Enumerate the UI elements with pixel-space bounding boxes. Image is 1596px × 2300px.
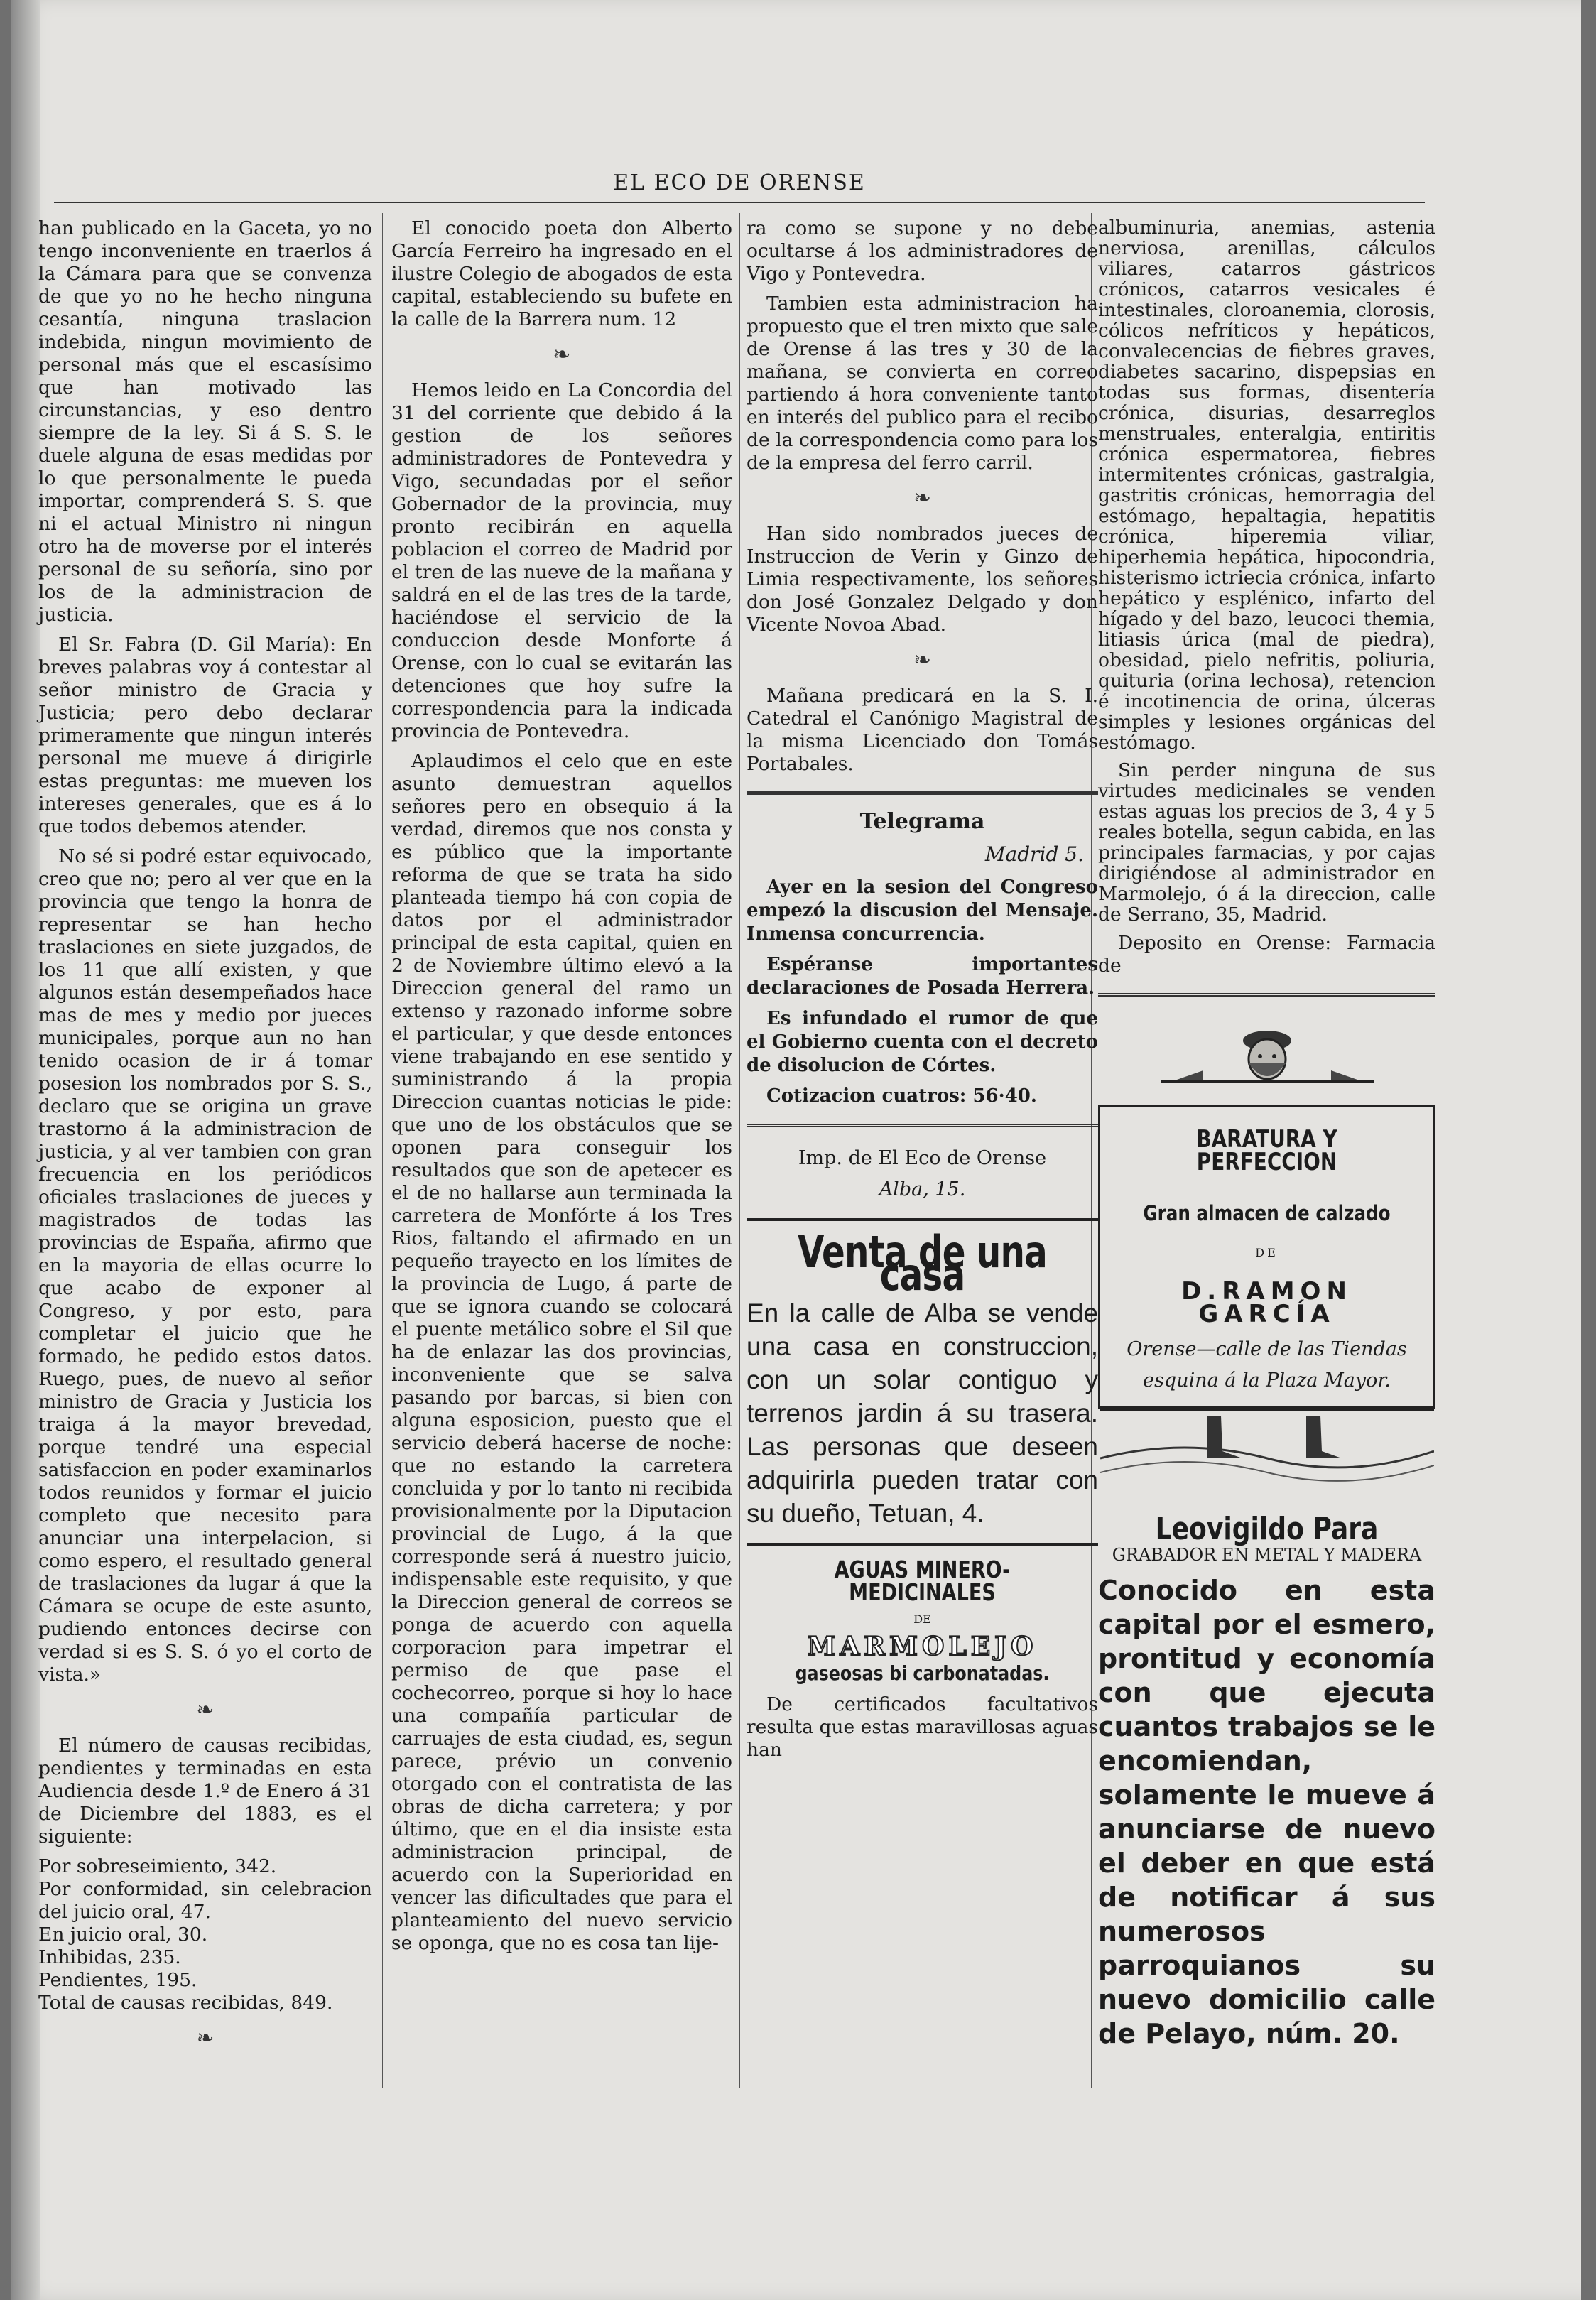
telegram-line: Cotizacion cuatros: 56·40. <box>766 1085 1037 1107</box>
list-item: En juicio oral, 30. <box>38 1924 208 1946</box>
venta-title: Venta de una casa <box>798 1226 1047 1301</box>
ad-name: D.RAMON GARCÍA <box>1181 1277 1352 1328</box>
paragraph: Mañana predicará en la S. I. Catedral el Canónigo Magistral de la misma Licenciado don Tomás Portabales. <box>747 685 1098 775</box>
paragraph: El Sr. Fabra (D. Gil María): En breves palabras voy á contestar al señor ministro de Gracia y Justicia; pero debo declarar primeramente que ningun interés personal me mueve á dirigirle estas preguntas: me mueven los intereses generales, que es á lo que todos debemos atender. <box>38 634 372 837</box>
paragraph: Han sido nombrados jueces de Instruccion de Verin y Ginzo de Limia respectivamente, los señores don José Gonzalez Delgado y don Vicente Novoa Abad. <box>747 523 1098 636</box>
paragraph: han publicado en la Gaceta, yo no tengo inconveniente en traerlos á la Cámara para que se convenza de que yo no he hecho ninguna cesantía, ninguna traslacion indebida, ningun movimiento de personal más que el escasísimo que han motivado las circunstancias, y eso dentro siempre de la ley. Si á S. S. le duele alguna de esas medidas por lo que personalmente le pueda importar, comprenderá S. S. que ni el actual Ministro ni ningun otro ha de moverse por el interés personal de su señoría, sino por los de la administracion de justicia. <box>38 217 372 626</box>
venta-text: En la calle de Alba se vende una casa en construccion, con un solar contiguo y terrenos jardin á su trasera. Las personas que deseen adquirirla pueden tratar con su dueño, Tetuan, 4. <box>747 1298 1098 1528</box>
list-item: Por sobreseimiento, 342. <box>38 1855 277 1877</box>
list-item: Pendientes, 195. <box>38 1969 197 1991</box>
boots-illustration-icon <box>1100 1409 1434 1501</box>
ornament-icon: ❧ <box>553 342 571 367</box>
paragraph: Deposito en Orense: Farmacia de <box>1098 932 1435 977</box>
section-rule <box>747 1124 1098 1127</box>
telegram-line: Es infundado el rumor de que el Gobierno cuenta con el decreto de disolucion de Córtes. <box>747 1008 1098 1076</box>
imprint-line: Alba, 15. <box>879 1178 966 1200</box>
imprint-line: Imp. de El Eco de Orense <box>798 1147 1047 1169</box>
ad-line: Gran almacen de calzado <box>1143 1201 1391 1225</box>
leovigildo-text: Conocido en esta capital por el esmero, prontitud y economía con que ejecuta cuantos trabajos se le encomiendan, solamente le mueve á anunciarse de nuevo el deber en que está de notificar á sus numerosos parroquianos su nuevo domicilio calle de Pelayo, núm. 20. <box>1098 1575 1435 2049</box>
paragraph: albuminuria, anemias, astenia nerviosa, arenillas, cálculos viliares, catarros gástricos crónicos, catarros vesicales é intestinales, cloroanemia, clorosis, cólicos nefríticos y hepáticos, convalecencias de fiebres graves, diabetes sacarino, dispepsias en todas sus formas, disentería crónica, disurias, desarreglos menstruales, enteralgia, entiritis crónica espermatorea, fiebres intermitentes crónicas, gastralgia, gastritis crónicas, hemorragia del estómago, hepaltagia, hepatitis crónica, hiperemia viliar, hiperhemia hepática, hipocondria, histerismo ictriecia crónica, infarto hepático y esplénico, infarto del hígado y del bazo, leucoci themia, litiasis úrica (mal de piedra), obesidad, pielo nefritis, poliuria, quituria (orina lechosa), retencion é incotinencia de orina, úlceras simples y lesiones orgánicas del estómago. <box>1098 217 1435 754</box>
aguas-name: MARMOLEJO <box>807 1632 1038 1661</box>
stats-intro: El número de causas recibidas, pendientes y terminadas en esta Audiencia desde 1.º de Enero á 31 de Diciembre del 1883, es el siguiente: <box>38 1735 372 1848</box>
section-rule <box>747 791 1098 795</box>
telegram-body <box>747 876 1098 1108</box>
running-header: EL ECO DE ORENSE <box>613 170 866 195</box>
ornament-icon: ❧ <box>913 486 932 511</box>
column-1 <box>38 217 372 2063</box>
section-rule <box>1098 993 1435 997</box>
paragraph: De certificados facultativos resulta que estas maravillosas aguas han <box>747 1693 1098 1761</box>
paragraph: El conocido poeta don Alberto García Ferreiro ha ingresado en el ilustre Colegio de abogados de esta capital, estableciendo su bufete en la calle de la Barrera num. 12 <box>391 217 732 330</box>
header-rule <box>54 202 1425 203</box>
aguas-subtitle: gaseosas bi carbonatadas. <box>795 1661 1050 1685</box>
paragraph: Aplaudimos el celo que en este asunto demuestran aquellos señores pero en obsequio á la verdad, diremos que nos consta y es público que la importante reforma de que se trata ha sido planteada tiempo há con copia de datos por el administrador principal de esta capital, quien en 2 de Noviembre último elevó a la Direccion general del ramo un extenso y razonado informe sobre el particular, y que desde entonces viene trabajando en ese sentido y suministrando á la propia Direccion cuantas noticias le pide: que uno de los obstáculos que se oponen para conseguir los resultados que son de apetecer es el de no hallarse aun terminada la carretera de Monfórte á los Tres Rios, faltando el afirmado en un pequeño trayecto en los límites de la provincia de Lugo, á parte de que se ignora cuando se colocará el puente metálico sobre el Sil que ha de enlazar las dos provincias, inconveniente que se salva pasando por barcas, si bien con alguna esposicion, puesto que el servicio deberá hacerse de noche: que no estando la carretera concluida y por lo tanto ni recibida provisionalmente por la Diputacion provincial de Lugo, á la que corresponde será á nuestro juicio, indispensable este requisito, y que la Direccion general de correos se ponga de acuerdo con aquella corporacion para impetrar el permiso de que pase el cochecorreo, porque si hoy lo hace una compañía particular de carruajes de esta ciudad, es, segun parece, prévio un convenio otorgado con el contratista de las obras de dicha carretera; y por último, que en el dia insiste esta administracion principal, de acuerdo con la Superioridad en vencer las dificultades que para el planteamiento del nuevo servicio se oponga, que no es cosa tan lije- <box>391 750 732 1954</box>
section-rule <box>747 1543 1098 1546</box>
telegram-place: Madrid 5. <box>984 842 1084 866</box>
ornament-icon: ❧ <box>913 648 932 673</box>
newspaper-page <box>11 0 1581 2300</box>
column-4 <box>1098 217 1435 2051</box>
imprint <box>747 1143 1098 1205</box>
leovigildo-title: Leovigildo Para <box>1155 1511 1379 1547</box>
ad-address: esquina á la Plaza Mayor. <box>1143 1369 1391 1392</box>
aguas-title: AGUAS MINERO-MEDICINALES <box>834 1556 1011 1606</box>
leovigildo-subtitle: GRABADOR EN METAL Y MADERA <box>1112 1545 1422 1565</box>
ornament-icon: ❧ <box>196 2026 215 2051</box>
telegram-line: Espéranse importantes declaraciones de Posada Herrera. <box>747 954 1098 999</box>
list-item: Por conformidad, sin celebracion del juicio oral, 47. <box>38 1878 372 1923</box>
ornament-icon: ❧ <box>196 1698 215 1723</box>
telegram-section <box>747 810 1098 1108</box>
column-rule-1 <box>382 213 383 2088</box>
paragraph: Tambien esta administracion ha propuesto que el tren mixto que sale de Orense á las tres y 30 de la mañana, se convierta en correo partiendo á hora conveniente tanto en interés del publico para el recibo de la correspondencia como para los de la empresa del ferro carril. <box>747 293 1098 474</box>
paragraph: Sin perder ninguna de sus virtudes medicinales se venden estas aguas los precios de 3, 4 y 5 reales botella, segun cabida, en las principales farmacias, y por cajas dirigiéndose al administrador en Marmolejo, ó á la direccion, calle de Serrano, 35, Madrid. <box>1098 759 1435 926</box>
shoe-store-ad <box>1098 1105 1435 1409</box>
ad-headline: BARATURA Y PERFECCION <box>1196 1125 1337 1176</box>
bust-illustration-icon <box>1161 1012 1374 1097</box>
paragraph: Hemos leido en La Concordia del 31 del corriente que debido á la gestion de los señores administradores de Pontevedra y Vigo, secundadas por el señor Gobernador de la provincia, muy pronto recibirán en aquella poblacion el correo de Madrid por el tren de las nueve de la mañana y saldrá en el de las tres de la tarde, haciéndose el servicio de la conduccion desde Monforte á Orense, con lo cual se evitarán las detenciones que hoy sufre la correspondencia para la indicada provincia de Pontevedra. <box>391 379 732 742</box>
telegram-title: Telegrama <box>859 809 985 834</box>
aguas-de: DE <box>913 1612 931 1626</box>
list-item: Total de causas recibidas, 849. <box>38 1992 333 2014</box>
binding-gutter <box>11 0 40 2300</box>
column-rule-2 <box>739 213 740 2088</box>
column-2 <box>391 217 732 1962</box>
telegram-line: Ayer en la sesion del Congreso empezó la discusion del Mensaje. Inmensa concurrencia. <box>747 877 1098 945</box>
paragraph: No sé si podré estar equivocado, creo que no; pero al ver que en la provincia que tengo la honra de representar se han hecho traslaciones en siete juzgados, de los 11 que allí existen, y que algunos están desempeñados hace mas de mes y medio por jueces municipales, porque aun no han tenido ocasion de ir á tomar posesion los nombrados por S. S., declaro que se origina un grave trastorno á la administracion de justicia, y al ver tambien con gran frecuencia en los periódicos oficiales traslaciones de jueces y magistrados de todas las provincias de España, afirmo que en la mayoria de ellas ocurre lo que acabo de exponer al Congreso, y por esto, para completar el juicio que he formado, he pedido estos datos. Ruego, pues, de nuevo al señor ministro de Gracia y Justicia los traiga á la mayor brevedad, porque tendré una especial satisfaccion en poder examinarlos todos reunidos y formar el juicio completo que necesito para anunciar una interpelacion, si como espero, el resultado general de traslaciones da lugar á que la Cámara se ocupe de este asunto, pudiendo entonces decirse con verdad si es S. S. ó yo el corto de vista.» <box>38 845 372 1686</box>
ad-line: DE <box>1255 1246 1279 1259</box>
paragraph: ra como se supone y no debe ocultarse á los administradores de Vigo y Pontevedra. <box>747 217 1098 285</box>
ad-address: Orense—calle de las Tiendas <box>1127 1338 1407 1360</box>
section-rule <box>747 1218 1098 1221</box>
stats-list <box>38 1855 372 2014</box>
column-3 <box>747 217 1098 1769</box>
list-item: Inhibidas, 235. <box>38 1946 181 1968</box>
